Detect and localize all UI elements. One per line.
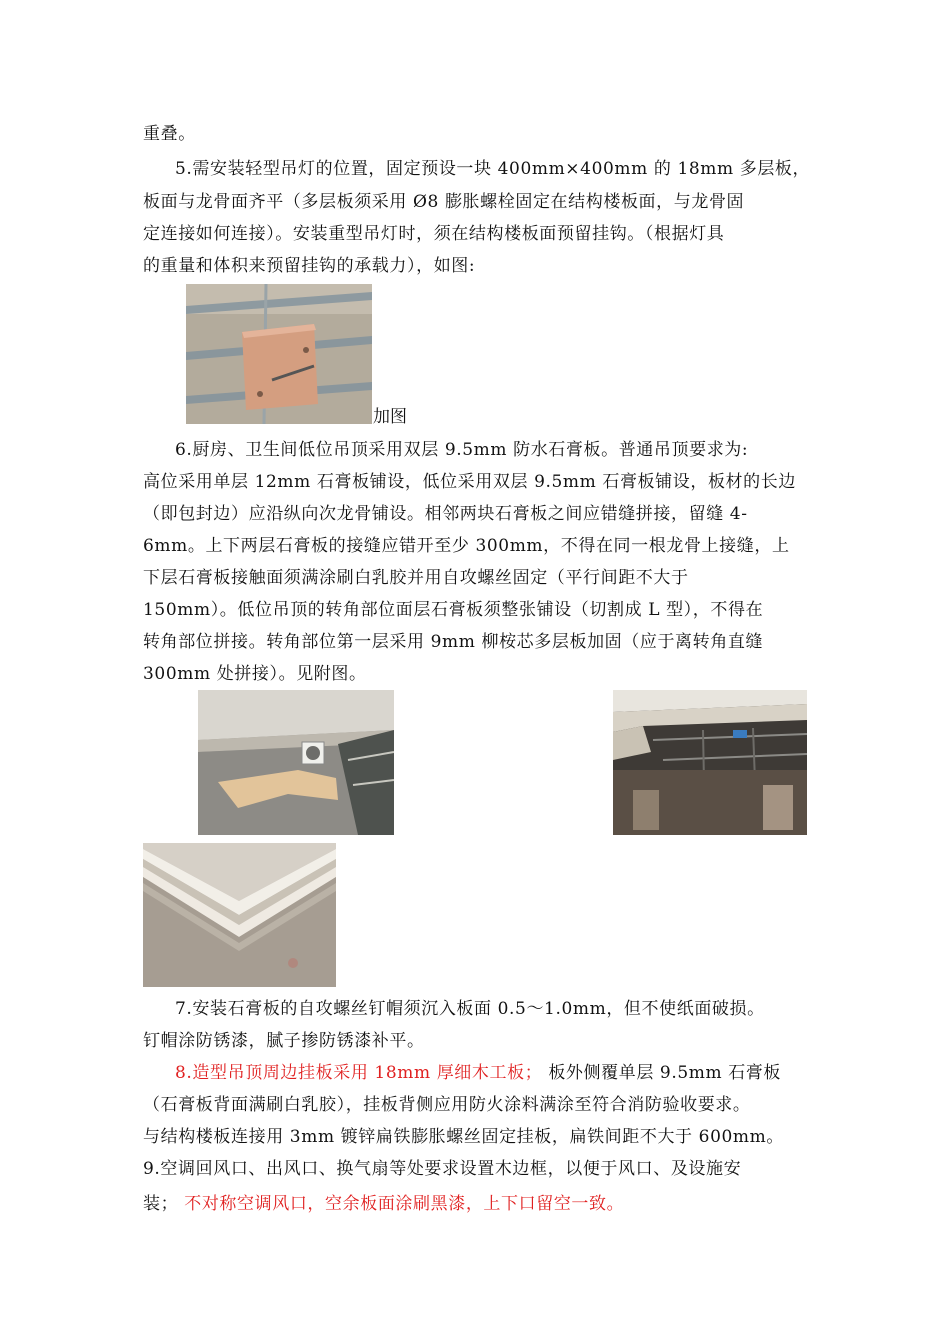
item-8-highlight: 8.造型吊顶周边挂板采用 18mm 厚细木工板； — [175, 1063, 543, 1083]
ceiling-frame-photo — [613, 690, 807, 835]
item-8-line-3: 与结构楼板连接用 3mm 镀锌扁铁膨胀螺丝固定挂板，扁铁间距不大于 600mm。 — [143, 1127, 784, 1147]
photo-caption: 加图 — [373, 407, 407, 427]
cornice-molding-photo — [143, 843, 336, 987]
item-9-line-2 — [143, 1193, 624, 1215]
item-8-line-1 — [175, 1062, 781, 1084]
text-line: 重叠。 — [143, 124, 196, 144]
item-9-highlight: 不对称空调风口，空余板面涂刷黑漆，上下口留空一致。 — [184, 1194, 625, 1214]
item-5-line-4: 的重量和体积来预留挂钩的承载力），如图: — [143, 256, 476, 276]
item-5-line-3: 定连接如何连接）。安装重型吊灯时，须在结构楼板面预留挂钩。（根据灯具 — [143, 224, 725, 244]
item-8-line-2: （石膏板背面满刷白乳胶），挂板背侧应用防火涂料满涂至符合消防验收要求。 — [143, 1095, 751, 1115]
item-6-line-5: 下层石膏板接触面须满涂刷白乳胶并用自攻螺丝固定（平行间距不大于 — [143, 568, 689, 588]
item-9-text: 装； — [143, 1194, 179, 1214]
item-8-text: 板外侧覆单层 9.5mm 石膏板 — [548, 1063, 782, 1083]
item-6-line-1: 6.厨房、卫生间低位吊顶采用双层 9.5mm 防水石膏板。普通吊顶要求为: — [175, 440, 749, 460]
item-7-line-2: 钉帽涂防锈漆，腻子掺防锈漆补平。 — [143, 1031, 425, 1051]
ceiling-plywood-photo — [186, 284, 372, 424]
item-9-line-1: 9.空调回风口、出风口、换气扇等处要求设置木边框，以便于风口、及设施安 — [143, 1159, 742, 1179]
item-5-line-2: 板面与龙骨面齐平（多层板须采用 Ø8 膨胀螺栓固定在结构楼板面，与龙骨固 — [143, 192, 745, 212]
item-6-line-4: 6mm。上下两层石膏板的接缝应错开至少 300mm，不得在同一根龙骨上接缝，上 — [143, 536, 790, 556]
item-6-line-6: 150mm）。低位吊顶的转角部位面层石膏板须整张铺设（切割成 L 型），不得在 — [143, 600, 764, 620]
item-6-line-7: 转角部位拼接。转角部位第一层采用 9mm 柳桉芯多层板加固（应于离转角直缝 — [143, 632, 764, 652]
kitchen-ceiling-corner-photo — [198, 690, 394, 835]
item-6-line-2: 高位采用单层 12mm 石膏板铺设，低位采用双层 9.5mm 石膏板铺设，板材的长边 — [143, 472, 796, 492]
item-7-line-1: 7.安装石膏板的自攻螺丝钉帽须沉入板面 0.5～1.0mm，但不使纸面破损。 — [175, 999, 765, 1019]
item-6-line-3: （即包封边）应沿纵向次龙骨铺设。相邻两块石膏板之间应错缝拼接，留缝 4- — [143, 504, 748, 524]
item-5-line-1: 5.需安装轻型吊灯的位置，固定预设一块 400mm×400mm 的 18mm 多层板， — [175, 159, 811, 179]
item-6-line-8: 300mm 处拼接）。见附图。 — [143, 664, 367, 684]
